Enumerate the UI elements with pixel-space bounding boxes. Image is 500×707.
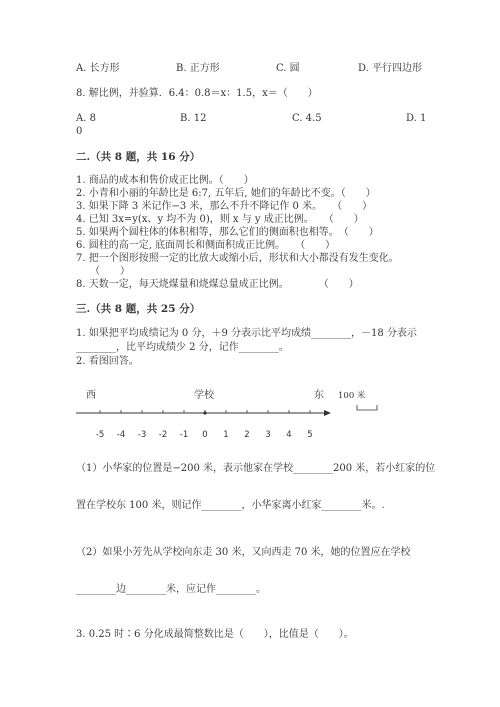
tick-label: 5 xyxy=(307,430,313,440)
q8-option-d-wrap: 0 xyxy=(76,126,83,137)
s2-item-5[interactable]: 5. 如果两个圆柱体的体积相等，那么它们的侧面积也相等。 （ ） xyxy=(76,227,379,238)
tick-label: -5 xyxy=(95,430,105,440)
section3-heading: 三.（共 8 题，共 25 分） xyxy=(76,303,201,315)
s2-item-6[interactable]: 6. 圆柱的高一定, 底面周长和侧面积成正比例。 （ ） xyxy=(76,240,336,251)
s3-sub2-line2[interactable]: ________边________米，应记作________。 xyxy=(76,584,266,595)
s2-item-7-bracket[interactable]: （ ） xyxy=(90,266,130,277)
q7-option-d[interactable]: D. 平行四边形 xyxy=(358,63,423,74)
label-scale: 100 米 xyxy=(338,391,366,401)
tick-label: -1 xyxy=(179,430,189,440)
tick-label: 2 xyxy=(244,430,250,440)
q8-option-d[interactable]: D. 1 xyxy=(406,113,427,124)
q8-option-b[interactable]: B. 12 xyxy=(180,113,207,124)
q7-option-a[interactable]: A. 长方形 xyxy=(76,63,120,74)
tick-label: 0 xyxy=(202,430,208,440)
axis-arrow xyxy=(324,410,331,416)
scale-bracket xyxy=(357,405,377,410)
label-west: 西 xyxy=(86,390,96,401)
s3-sub2-line1[interactable]: （2）如果小芳先从学校向东走 30 米，又向西走 70 米，她的位置应在学校 xyxy=(76,547,411,558)
s3-q1-line2[interactable]: ________，比平均成绩少 2 分，记作________。 xyxy=(76,342,289,353)
s3-sub1-line2[interactable]: 置在学校东 100 米，则记作________，小华家离小红家________米。. xyxy=(76,500,385,511)
q7-option-b[interactable]: B. 正方形 xyxy=(176,63,220,74)
s3-sub1-line1[interactable]: （1）小华家的位置是−200 米，表示他家在学校________200 米，若小红家的位 xyxy=(76,463,436,474)
tick-label: 4 xyxy=(286,430,292,440)
label-east: 东 xyxy=(314,390,324,401)
s2-item-2[interactable]: 2. 小青和小丽的年龄比是 6:7, 五年后, 她们的年龄比不变。（ ） xyxy=(76,188,376,199)
tick-label: -3 xyxy=(137,430,147,440)
section2-heading: 二.（共 8 题，共 16 分） xyxy=(76,151,201,163)
q7-option-c[interactable]: C. 圆 xyxy=(276,63,300,74)
tick-group xyxy=(96,410,313,440)
tick-label: -2 xyxy=(158,430,168,440)
s2-item-4[interactable]: 4. 已知 3x=y(x、y 均不为 0)，则 x 与 y 成正比例。 （ ） xyxy=(76,214,364,225)
s2-item-7[interactable]: 7. 把一个图形按照一定的比放大或缩小后，形状和大小都没有发生变化。 xyxy=(76,253,399,264)
q8-stem: 8. 解比例，并验算．6.4：0.8＝x：1.5，x＝（ ） xyxy=(76,88,318,99)
s3-q3[interactable]: 3. 0.25 时∶6 分化成最简整数比是（ ），比值是（ ）。 xyxy=(76,629,354,640)
s3-q1-line1[interactable]: 1. 如果把平均成绩记为 0 分，＋9 分表示比平均成绩________，－18 分表示 xyxy=(76,328,417,339)
label-school: 学校 xyxy=(194,390,214,401)
tick-label: -4 xyxy=(116,430,126,440)
s2-item-3[interactable]: 3. 如果下降 3 米记作−3 米，那么不升不降记作 0 米。 （ ） xyxy=(76,201,373,212)
tick-label: 3 xyxy=(265,430,271,440)
q8-option-a[interactable]: A. 8 xyxy=(76,113,96,124)
s2-item-8[interactable]: 8. 天数一定，每天烧煤量和烧煤总量成正比例。 （ ） xyxy=(76,279,359,290)
tick-label: 1 xyxy=(223,430,229,440)
s3-q2-stem: 2. 看图回答。 xyxy=(76,356,139,367)
s2-item-1[interactable]: 1. 商品的成本和售价成正比例。（ ） xyxy=(76,175,254,186)
q8-option-c[interactable]: C. 4.5 xyxy=(292,113,322,124)
